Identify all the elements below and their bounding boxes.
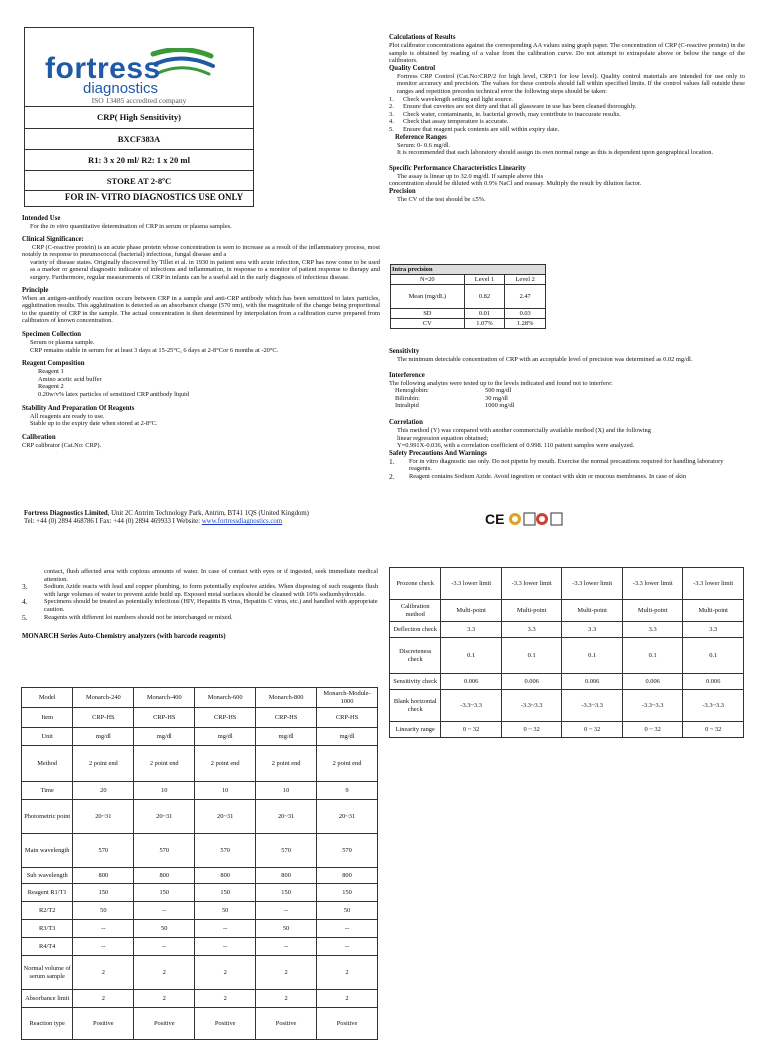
clinical-text-1: CRP (C-reactive protein) is an acute phase protein whose concentration is seen to increase as a result of the inflammatory process, most notably in response to pneumococcal (bacterial) infectious, fungal disease and a bbox=[22, 243, 380, 259]
reagent-1: Reagent 1 bbox=[38, 368, 64, 376]
qc-text: Fortress CRP Control (Cat.No:CRP/2 for high level, CRP/1 for low level). Quality control materials are intended for use only to monitor accuracy and precision. The values for these controls should fall within specified limits. If the control values fall outside these ranges and repetition precedes technical error the following steps should be taken: bbox=[397, 72, 745, 95]
list-item: 2. Ensure that cuvettes are not dirty and that all glassware in use has been cleaned thoroughly. bbox=[389, 103, 637, 111]
table-cell: mg/dl bbox=[256, 728, 317, 746]
logo-text-fortress: fortress bbox=[45, 52, 161, 85]
list-item: 5. Ensure that reagent pack contents are still within expiry date. bbox=[389, 125, 560, 133]
row-header-cell: Main wavelength bbox=[22, 834, 73, 868]
left-column bbox=[22, 215, 380, 449]
row-header-cell: Blank horizontal check bbox=[390, 690, 441, 722]
list-item: Intralipid 1000 mg/dl bbox=[395, 402, 515, 410]
qc-list bbox=[389, 96, 745, 134]
table-cell: 2 bbox=[195, 956, 256, 990]
pack-size: R1: 3 x 20 ml/ R2: 1 x 20 ml bbox=[25, 149, 253, 170]
correlation-text-3: Y=0.991X-0.036, with a correlation coefficient of 0.998. 110 patient samples were analyzed. bbox=[397, 442, 635, 450]
table-cell: Monarch-240 bbox=[73, 688, 134, 708]
row-header-cell: Model bbox=[22, 688, 73, 708]
table-cell: -- bbox=[317, 938, 378, 956]
table-cell: -- bbox=[73, 938, 134, 956]
table-row bbox=[22, 938, 378, 956]
analyzer-settings-table bbox=[389, 567, 744, 738]
table-row bbox=[22, 956, 378, 990]
list-item: 4. Specimens should be treated as potentially infectious (HIV, Hepatitis B virus, Hepatitis C virus, etc.) and handled with appropriate caution. bbox=[22, 597, 378, 613]
table-cell: 2 bbox=[317, 990, 378, 1008]
specimen-heading: Specimen Collection bbox=[22, 330, 82, 338]
row-header-cell: R2/T2 bbox=[22, 902, 73, 920]
correlation-text-1: This method (Y) was compared with another commercially available method (X) and the following bbox=[397, 426, 651, 434]
table-cell: 0.006 bbox=[622, 674, 683, 690]
table-cell: 800 bbox=[73, 868, 134, 884]
row-header-cell: Item bbox=[22, 708, 73, 728]
table-cell: Monarch-Module-1000 bbox=[317, 688, 378, 708]
table-cell: 2 point end bbox=[195, 746, 256, 782]
table-cell: 150 bbox=[317, 884, 378, 902]
table-cell: Positive bbox=[195, 1008, 256, 1040]
list-item: 3. Sodium Azide reacts with lead and copper plumbing, to form potentially explosive azides. When disposing of such reagents flush with large volumes of water to prevent azide build up. Exposed metal surfaces should be cleaned with 10% sodiumhydroxide. bbox=[22, 582, 378, 598]
table-cell: 10 bbox=[134, 782, 195, 800]
performance-heading: Specific Performance Characteristics Linearity bbox=[389, 164, 526, 172]
table-cell: 20~31 bbox=[317, 800, 378, 834]
interference-text: The following analytes were tested up to the levels indicated and found not to interfere: bbox=[389, 379, 613, 387]
table-cell: 2 point end bbox=[73, 746, 134, 782]
table-cell: 2 point end bbox=[256, 746, 317, 782]
table-cell: 10 bbox=[195, 782, 256, 800]
product-header bbox=[24, 27, 254, 207]
table-cell: Multi-point bbox=[441, 600, 502, 622]
footer-contact: Tel: +44 (0) 2894 468786 I Fax: +44 (0) 2894 469933 I Website: www.fortressdiagnostics.com bbox=[24, 518, 283, 525]
table-cell: 0 ~ 32 bbox=[683, 722, 744, 738]
monarch-table bbox=[21, 687, 378, 1040]
row-header-cell: Discreteness check bbox=[390, 638, 441, 674]
principle-text: When an antigen-antibody reaction occurs between CRP in a sample and anti-CRP antibody which has been sensitized to latex particles, agglutination results. This agglutination is detected as an absorbance change (570 nm), with the magnitude of the change being proportional to the quantity of CRP in the sample. The actual concentration is then determined by interpolation from a calibration curve prepared from calibrators of known concentration. bbox=[22, 294, 380, 325]
table-cell: 0 ~ 32 bbox=[501, 722, 562, 738]
list-item: 1. Check wavelength setting and light source. bbox=[389, 95, 514, 103]
table-cell: -- bbox=[134, 938, 195, 956]
table-cell: -3.3~3.3 bbox=[562, 690, 623, 722]
table-row bbox=[22, 746, 378, 782]
interference-list bbox=[389, 387, 745, 410]
stability-1: All reagents are ready to use. bbox=[30, 412, 105, 420]
calibration-heading: Calibration bbox=[22, 433, 56, 441]
row-header-cell: R3/T3 bbox=[22, 920, 73, 938]
intended-use-heading: Intended Use bbox=[22, 215, 61, 222]
precision-heading: Precision bbox=[389, 187, 416, 195]
table-row bbox=[390, 622, 744, 638]
table-cell: -3.3 lower limit bbox=[562, 568, 623, 600]
table-row: Mean (mg/dL) 0.82 2.47 bbox=[391, 285, 546, 309]
monarch-heading: MONARCH Series Auto-Chemistry analyzers (with barcode reagents) bbox=[22, 633, 226, 641]
table-cell: CRP-HS bbox=[317, 708, 378, 728]
table-cell: 3.3 bbox=[441, 622, 502, 638]
table-cell: 3.3 bbox=[562, 622, 623, 638]
correlation-text-2: linear regression equation obtained; bbox=[397, 434, 489, 442]
catalog-number: BXCF383A bbox=[25, 128, 253, 149]
row-header-cell: Unit bbox=[22, 728, 73, 746]
table-cell: 20 bbox=[73, 782, 134, 800]
table-cell: 50 bbox=[317, 902, 378, 920]
table-row bbox=[390, 600, 744, 622]
list-item: 3. Check water, contaminants, ie. bacterial growth, may contribute to inaccurate results. bbox=[389, 110, 621, 118]
table-cell: -- bbox=[134, 902, 195, 920]
sensitivity-heading: Sensitivity bbox=[389, 348, 420, 355]
table-cell: 2 bbox=[134, 956, 195, 990]
table-cell: 570 bbox=[73, 834, 134, 868]
list-item: 4. Check that assay temperature is accurate. bbox=[389, 118, 509, 126]
table-cell: 150 bbox=[195, 884, 256, 902]
table-cell: 3.3 bbox=[622, 622, 683, 638]
linearity-text-1: The assay is linear up to 32.0 mg/dl. If sample above this bbox=[397, 172, 544, 180]
table-row bbox=[390, 638, 744, 674]
clinical-heading: Clinical Significance: bbox=[22, 235, 84, 243]
table-cell: 0 ~ 32 bbox=[441, 722, 502, 738]
table-cell: 2 point end bbox=[317, 746, 378, 782]
table-cell: 2 bbox=[73, 990, 134, 1008]
table-cell: mg/dl bbox=[317, 728, 378, 746]
row-header-cell: Sub wavelength bbox=[22, 868, 73, 884]
table-cell: -3.3~3.3 bbox=[622, 690, 683, 722]
table-cell: Multi-point bbox=[683, 600, 744, 622]
table-cell: Monarch-600 bbox=[195, 688, 256, 708]
row-header-cell: Absorbance limit bbox=[22, 990, 73, 1008]
table-cell: -- bbox=[195, 920, 256, 938]
table-cell: -- bbox=[195, 938, 256, 956]
table-cell: 50 bbox=[256, 920, 317, 938]
list-item: Hemoglobin: 500 mg/dl bbox=[395, 387, 512, 395]
table-cell: 0.1 bbox=[622, 638, 683, 674]
table-row bbox=[390, 722, 744, 738]
reagent-3: Reagent 2 bbox=[38, 383, 64, 391]
reference-text-1: Serum: 0- 0.6 mg/dl. bbox=[397, 141, 451, 149]
skin-contact-text: contact, flush affected area with copious amounts of water. In case of contact with eyes or if ingested, seek immediate medical attention. bbox=[44, 568, 378, 583]
table-cell: 800 bbox=[134, 868, 195, 884]
intra-precision-table bbox=[390, 264, 546, 329]
intra-heading: Intra precision bbox=[391, 265, 546, 275]
table-cell: -- bbox=[256, 938, 317, 956]
table-cell: CRP-HS bbox=[73, 708, 134, 728]
table-cell: mg/dl bbox=[195, 728, 256, 746]
table-cell: mg/dl bbox=[73, 728, 134, 746]
table-cell: 150 bbox=[73, 884, 134, 902]
interference-heading: Interference bbox=[389, 371, 425, 379]
ivd-notice: FOR IN- VITRO DIAGNOSTICS USE ONLY bbox=[64, 192, 244, 202]
table-cell: 50 bbox=[73, 902, 134, 920]
table-cell: Multi-point bbox=[622, 600, 683, 622]
table-cell: -3.3 lower limit bbox=[622, 568, 683, 600]
table-cell: 20~31 bbox=[256, 800, 317, 834]
table-row: CV 1.07% 1.28% bbox=[391, 319, 546, 329]
table-cell: Positive bbox=[256, 1008, 317, 1040]
storage: STORE AT 2-8ºC bbox=[25, 170, 253, 191]
table-cell: 2 bbox=[195, 990, 256, 1008]
table-cell: -3.3~3.3 bbox=[441, 690, 502, 722]
table-row bbox=[22, 800, 378, 834]
calibration-text: CRP calibrator (Cat.No: CRP). bbox=[22, 441, 102, 449]
table-row bbox=[22, 782, 378, 800]
principle-heading: Principle bbox=[22, 286, 49, 294]
specimen-text-2: CRP remains stable in serum for at least 3 days at 15-25°C, 6 days at 2-8°Cor 6 months at -20°C. bbox=[30, 346, 279, 354]
table-cell: 800 bbox=[195, 868, 256, 884]
table-cell: 0.1 bbox=[441, 638, 502, 674]
list-item: 5. Reagents with different lot numbers should not be interchanged or mixed. bbox=[22, 612, 233, 622]
table-cell: -3.3~3.3 bbox=[683, 690, 744, 722]
row-header-cell: Prozone check bbox=[390, 568, 441, 600]
table-cell: Positive bbox=[73, 1008, 134, 1040]
table-row bbox=[390, 674, 744, 690]
product-name: CRP( High Sensitivity) bbox=[25, 106, 253, 127]
table-row bbox=[22, 884, 378, 902]
row-header-cell: R4/T4 bbox=[22, 938, 73, 956]
table-cell: -3.3 lower limit bbox=[683, 568, 744, 600]
table-cell: 570 bbox=[256, 834, 317, 868]
list-item: Bilirubin: 30 mg/dl bbox=[395, 394, 508, 402]
table-cell: 570 bbox=[195, 834, 256, 868]
table-cell: -- bbox=[256, 902, 317, 920]
table-cell: 10 bbox=[256, 782, 317, 800]
row-header-cell: Calibration method bbox=[390, 600, 441, 622]
table-cell: 0.006 bbox=[441, 674, 502, 690]
table-cell: 150 bbox=[134, 884, 195, 902]
table-row bbox=[22, 920, 378, 938]
table-cell: 0.1 bbox=[562, 638, 623, 674]
safety-heading: Safety Precautions And Warnings bbox=[389, 449, 487, 457]
stability-heading: Stability And Preparation Of Reagents bbox=[22, 404, 135, 412]
intended-use-text: For the in vitro quantitative determination of CRP in serum or plasma samples. bbox=[30, 223, 232, 230]
table-cell: -- bbox=[317, 920, 378, 938]
row-header-cell: Time bbox=[22, 782, 73, 800]
table-cell: 20~31 bbox=[73, 800, 134, 834]
table-cell: 800 bbox=[317, 868, 378, 884]
reference-text-2: It is recommended that each laboratory should assign its own normal range as this is dependent upon geographical location. bbox=[397, 149, 714, 157]
table-cell: -3.3 lower limit bbox=[441, 568, 502, 600]
table-cell: 0.1 bbox=[501, 638, 562, 674]
precision-text: The CV of the test should be ≤5%. bbox=[397, 195, 486, 203]
row-header-cell: Method bbox=[22, 746, 73, 782]
row-header-cell: Reagent R1/T1 bbox=[22, 884, 73, 902]
table-cell: 2 bbox=[256, 990, 317, 1008]
table-cell: -- bbox=[73, 920, 134, 938]
table-cell: 0 ~ 32 bbox=[562, 722, 623, 738]
table-cell: 20~31 bbox=[134, 800, 195, 834]
table-cell: -3.3 lower limit bbox=[501, 568, 562, 600]
table-cell: CRP-HS bbox=[256, 708, 317, 728]
table-row bbox=[22, 990, 378, 1008]
row-header-cell: Reaction type bbox=[22, 1008, 73, 1040]
table-row bbox=[22, 688, 378, 708]
table-cell: 570 bbox=[134, 834, 195, 868]
table-cell: 570 bbox=[317, 834, 378, 868]
table-row bbox=[22, 902, 378, 920]
reference-heading: Reference Ranges bbox=[395, 133, 447, 141]
table-cell: Positive bbox=[134, 1008, 195, 1040]
footer-address: Fortress Diagnostics Limited, Unit 2C Antrim Technology Park, Antrim, BT41 1QS (United Kingdom) bbox=[24, 510, 309, 517]
table-cell: 20~31 bbox=[195, 800, 256, 834]
correlation-heading: Correlation bbox=[389, 418, 423, 426]
row-header-cell: Linearity range bbox=[390, 722, 441, 738]
linearity-text-2: concentration should be diluted with 0.9% NaCl and reassay. Multiply the result by dilution factor. bbox=[389, 180, 642, 188]
table-cell: CRP-HS bbox=[195, 708, 256, 728]
table-cell: 2 bbox=[73, 956, 134, 990]
table-row: SD 0.01 0.03 bbox=[391, 309, 546, 319]
qc-heading: Quality Control bbox=[389, 64, 436, 72]
clinical-text-2: variety of disease states. Originally discovered by Tillet et al. in 1930 in patient sera with acute infection, CRP has now come to be used as a marker or general diagnostic indicator of infections and inflammation, in response to a monitor of patient response to therapy and surgery. Furthermore, regular measurements of CRP in infants can be a useful aid in the early diagnosis of infectious disease. bbox=[30, 258, 380, 281]
list-item: 2. Reagent contains Sodium Azide. Avoid ingestion or contact with skin or mucous membranes. In case of skin bbox=[389, 471, 687, 481]
iso-text: ISO 13485 accredited company bbox=[91, 96, 187, 105]
table-row bbox=[22, 728, 378, 746]
table-cell: 50 bbox=[195, 902, 256, 920]
table-cell: 0.006 bbox=[501, 674, 562, 690]
reagent-4: 0.20w/v% latex particles of sensitized CRP antibody liquid bbox=[38, 390, 189, 398]
table-cell: 2 bbox=[134, 990, 195, 1008]
table-cell: Positive bbox=[317, 1008, 378, 1040]
table-cell: 0.006 bbox=[562, 674, 623, 690]
table-cell: 0.006 bbox=[683, 674, 744, 690]
certification-marks-icon bbox=[485, 511, 563, 527]
specimen-text-1: Serum or plasma sample. bbox=[30, 338, 95, 346]
reagent-2: Amino acetic acid buffer bbox=[38, 375, 102, 383]
row-header-cell: Normal volume of serum sample bbox=[22, 956, 73, 990]
calculations-heading: Calculations of Results bbox=[389, 34, 456, 41]
table-row bbox=[22, 708, 378, 728]
table-cell: CRP-HS bbox=[134, 708, 195, 728]
table-cell: 3.3 bbox=[683, 622, 744, 638]
table-cell: 3.3 bbox=[501, 622, 562, 638]
footer bbox=[24, 510, 309, 526]
logo-text-diagnostics: diagnostics bbox=[83, 80, 159, 97]
table-cell: 800 bbox=[256, 868, 317, 884]
table-cell: 50 bbox=[134, 920, 195, 938]
right-column bbox=[389, 34, 745, 204]
right-column-lower bbox=[389, 348, 745, 481]
row-header-cell: Sensitivity check bbox=[390, 674, 441, 690]
sensitivity-text: The minimum detectable concentration of CRP with an acceptable level of precision was determined as 0.02 mg/dl. bbox=[397, 356, 693, 363]
website-link[interactable]: www.fortressdiagnostics.com bbox=[201, 518, 283, 525]
table-cell: Monarch-800 bbox=[256, 688, 317, 708]
table-cell: 2 bbox=[256, 956, 317, 990]
table-cell: 2 point end bbox=[134, 746, 195, 782]
table-cell: mg/dl bbox=[134, 728, 195, 746]
table-cell: Multi-point bbox=[501, 600, 562, 622]
table-row bbox=[22, 868, 378, 884]
table-cell: -3.3~3.3 bbox=[501, 690, 562, 722]
table-row bbox=[390, 690, 744, 722]
table-cell: Multi-point bbox=[562, 600, 623, 622]
table-cell: 0 ~ 32 bbox=[622, 722, 683, 738]
page2-text bbox=[22, 568, 378, 641]
row-header-cell: Deflection check bbox=[390, 622, 441, 638]
reagent-heading: Reagent Composition bbox=[22, 360, 85, 368]
table-cell: Monarch-400 bbox=[134, 688, 195, 708]
svg-text:CE: CE bbox=[485, 511, 505, 527]
row-header-cell: Photometric point bbox=[22, 800, 73, 834]
table-row bbox=[390, 568, 744, 600]
calculations-text: Plot calibrator concentrations against the corresponding AA values using graph paper. The concentration of CRP (C-reactive protein) in the sample is obtained by reading of a value from the calibration curve. Do not attempt to extrapolate above or below the range of the calibrators. bbox=[389, 42, 745, 65]
table-cell: 2 bbox=[317, 956, 378, 990]
table-row bbox=[22, 834, 378, 868]
table-cell: 0.1 bbox=[683, 638, 744, 674]
table-row: N=20 Level 1 Level 2 bbox=[391, 275, 546, 285]
list-item: 1. For in vitro diagnostic use only. Do not pipette by mouth. Exercise the normal precautions required for handling laboratory reagents. bbox=[389, 456, 724, 473]
table-cell: 9 bbox=[317, 782, 378, 800]
stability-2: Stable up to the expiry date when stored at 2-8°C. bbox=[30, 420, 158, 428]
table-cell: 150 bbox=[256, 884, 317, 902]
